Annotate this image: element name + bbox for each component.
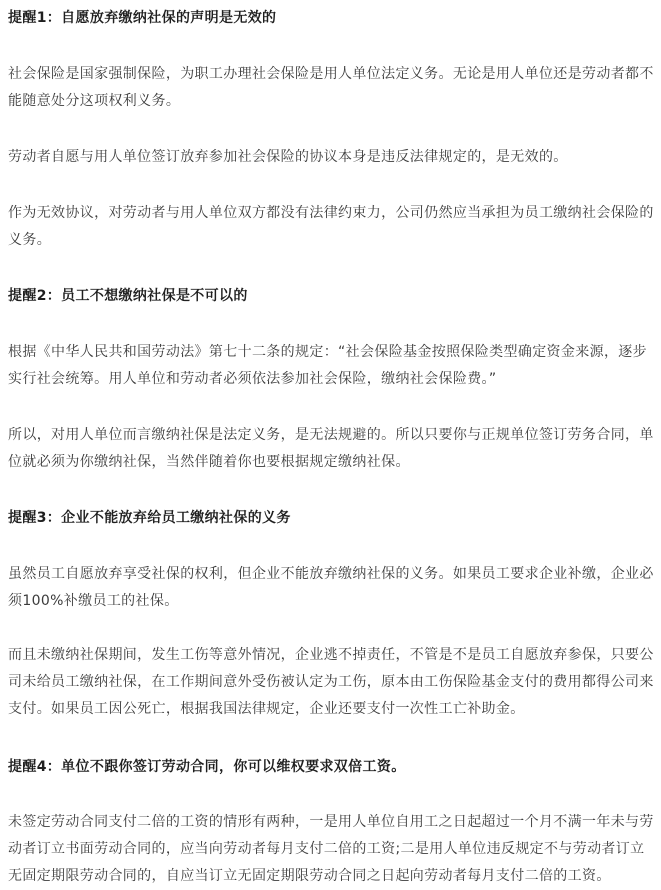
section-1-paragraph-1: 社会保险是国家强制保险，为职工办理社会保险是用人单位法定义务。无论是用人单位还是劳动者都不能随意处分这项权利义务。 — [8, 66, 654, 109]
section-2-paragraph-2: 所以，对用人单位而言缴纳社保是法定义务，是无法规避的。所以只要你与正规单位签订劳务合同，单位就必须为你缴纳社保，当然伴随着你也要根据规定缴纳社保。 — [8, 427, 654, 470]
section-4-paragraph-1: 未签定劳动合同支付二倍的工资的情形有两种，一是用人单位自用工之日起超过一个月不满一年未与劳动者订立书面劳动合同的，应当向劳动者每月支付二倍的工资;二是用人单位违反规定不与劳动者订立无固定期限劳动合同的，自应当订立无固定期限劳动合同之日起向劳动者每月支付二倍的工资。 — [8, 814, 654, 884]
section-4-heading: 提醒4：单位不跟你签订劳动合同，你可以维权要求双倍工资。 — [8, 759, 406, 775]
section-2-paragraph-1: 根据《中华人民共和国劳动法》第七十二条的规定：“社会保险基金按照保险类型确定资金来源，逐步实行社会统筹。用人单位和劳动者必须依法参加社会保险，缴纳社会保险费。” — [8, 344, 647, 387]
section-1-heading: 提醒1：自愿放弃缴纳社保的声明是无效的 — [8, 10, 277, 26]
section-1-paragraph-2: 劳动者自愿与用人单位签订放弃参加社会保险的协议本身是违反法律规定的，是无效的。 — [8, 149, 568, 165]
section-3-heading: 提醒3：企业不能放弃给员工缴纳社保的义务 — [8, 510, 291, 526]
section-3-paragraph-2: 而且未缴纳社保期间，发生工伤等意外情况，企业逃不掉责任，不管是不是员工自愿放弃参保，只要公司未给员工缴纳社保，在工作期间意外受伤被认定为工伤，原本由工伤保险基金支付的费用都得公司来支付。如果员工因公死亡，根据我国法律规定，企业还要支付一次性工亡补助金。 — [8, 647, 654, 717]
section-1-paragraph-3: 作为无效协议，对劳动者与用人单位双方都没有法律约束力，公司仍然应当承担为员工缴纳社会保险的义务。 — [8, 205, 654, 248]
section-2-heading: 提醒2：员工不想缴纳社保是不可以的 — [8, 288, 248, 304]
section-3-paragraph-1: 虽然员工自愿放弃享受社保的权利，但企业不能放弃缴纳社保的义务。如果员工要求企业补缴，企业必须100%补缴员工的社保。 — [8, 566, 654, 609]
